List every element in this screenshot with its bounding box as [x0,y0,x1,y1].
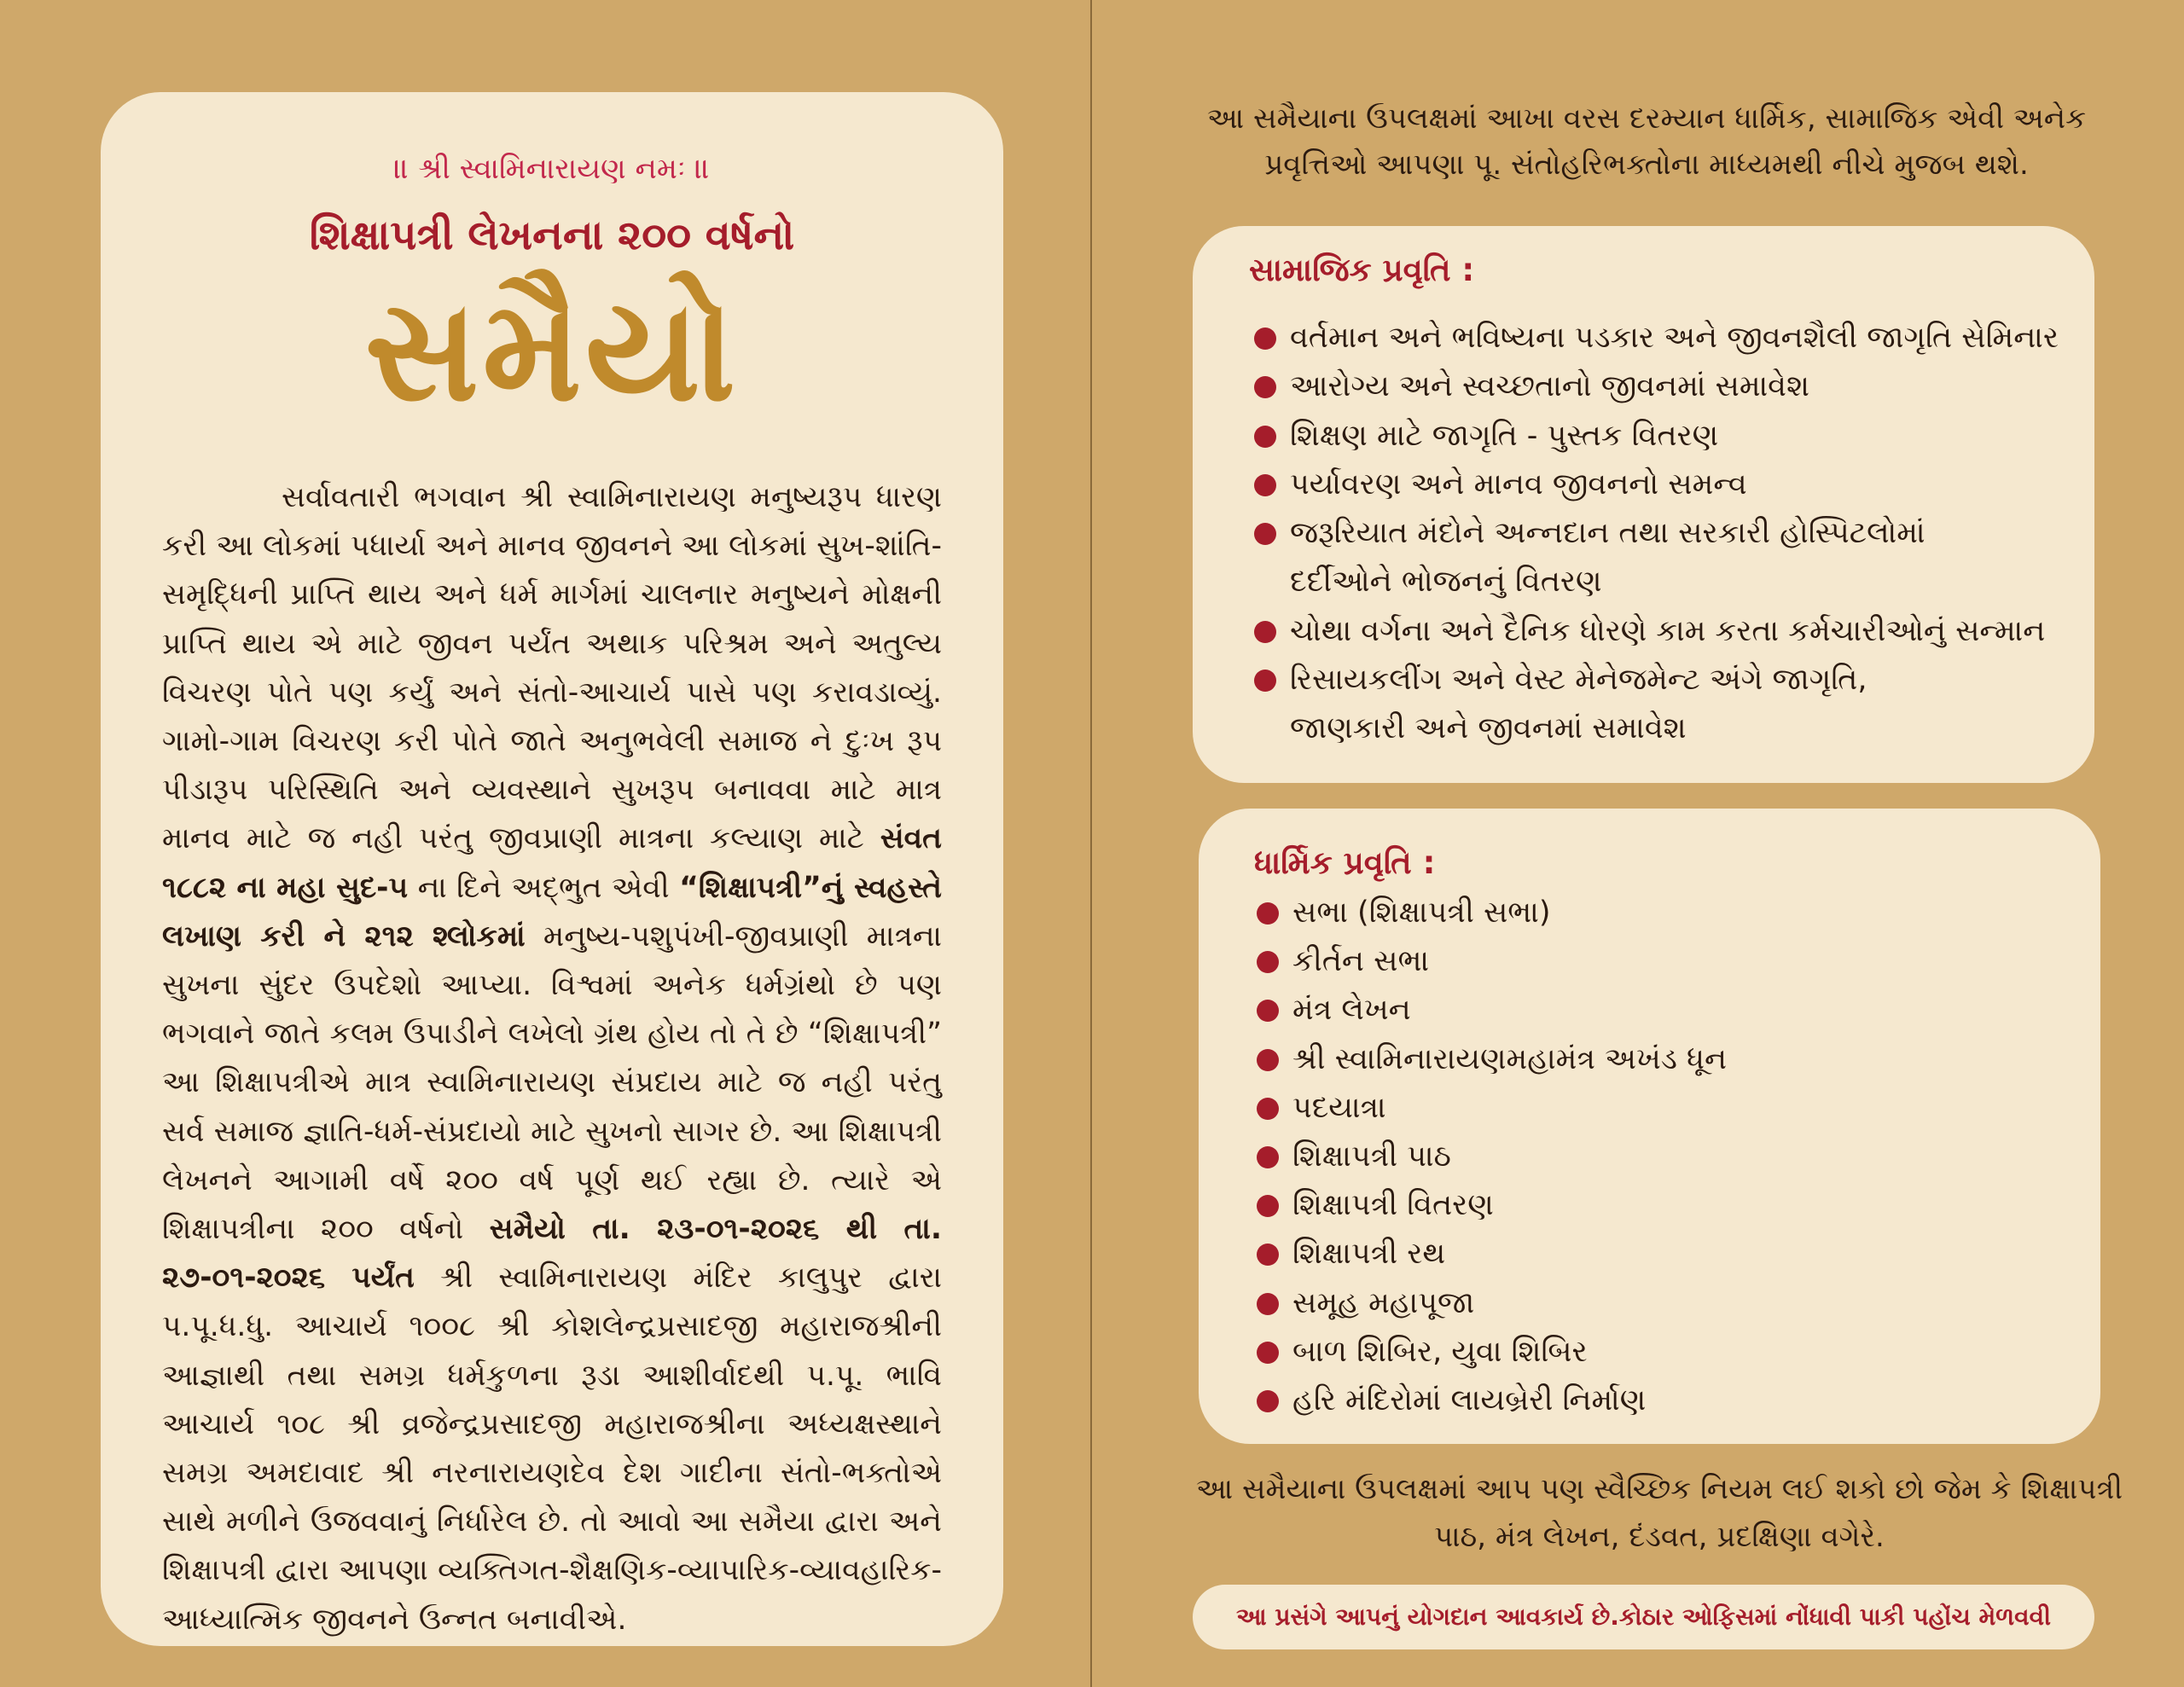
list-item: શિક્ષાપત્રી વિતરણ [1257,1181,2067,1230]
fold-line [1090,0,1092,1687]
religious-activities-box [1199,809,2100,1444]
bullet-icon [1257,951,1279,973]
list-item: ચોથા વર્ગના અને દૈનિક ધોરણે કામ કરતા કર્મચારીઓનું સન્માન [1254,607,2065,656]
bullet-icon [1257,1098,1279,1120]
invocation-text: ॥ શ્રી સ્વામિનારાયણ નમઃ ॥ [393,152,711,186]
list-item: પર્યાવરણ અને માનવ જીવનનો સમન્વ [1254,461,2065,509]
samaiyo-dates: સમૈયો તા. ૨૩-૦૧-૨૦૨૬ થી તા. ૨૭-૦૧-૨૦૨૬ પર્યંત [162,1212,942,1296]
bullet-icon [1254,426,1276,448]
list-item: શિક્ષાપત્રી રથ [1257,1230,2067,1278]
list-item: સમૂહ મહાપૂજા [1257,1279,2067,1328]
religious-activities-list [1257,889,2067,1425]
social-activities-list [1254,314,2065,754]
list-item: આરોગ્ય અને સ્વચ્છતાનો જીવનમાં સમાવેશ [1254,362,2065,411]
body-part-2: ના દિને અદ્‌ભુત એવી [408,870,680,905]
bullet-icon [1254,523,1276,545]
bullet-icon [1257,1390,1279,1412]
list-item: શ્રી સ્વામિનારાયણમહામંત્ર અખંડ ધૂન [1257,1035,2067,1084]
bullet-icon [1257,1049,1279,1071]
social-activities-box [1193,226,2094,783]
shikshapatri-highlight: “શિક્ષાપત્રી”નું સ્વહસ્તે લખાણ કરી ને ૨૧૨ શ્લોકમાં [162,870,943,954]
date-samvat: સંવત ૧૮૮૨ ના મહા સુદ-૫ [162,821,942,905]
list-item: શિક્ષણ માટે જાગૃતિ - પુસ્તક વિતરણ [1254,412,2065,461]
list-item: બાળ શિબિર, યુવા શિબિર [1257,1328,2067,1377]
list-item: જરૂરિયાત મંદોને અન્નદાન તથા સરકારી હોસ્પિટલોમાં દર્દીઓને ભોજનનું વિતરણ [1254,509,1938,607]
bullet-icon [1254,670,1276,692]
list-item: પદયાત્રા [1257,1084,2067,1133]
body-part-4: શ્રી સ્વામિનારાયણ મંદિર કાલુપુર દ્વારા પ.પૂ.ધ.ધુ. આચાર્ય ૧૦૦૮ શ્રી કોશલેન્દ્રપ્રસાદજી મહારાજશ્રીની આજ્ઞાથી તથા સમગ્ર ધર્મકુળના રૂડા આશીર્વાદથી પ.પૂ. ભાવિ આચાર્ય ૧૦૮ શ્રી વ્રજેન્દ્રપ્રસાદજી મહારાજશ્રીના અધ્યક્ષસ્થાને સમગ્ર અમદાવાદ શ્રી નરનારાયણદેવ દેશ ગાદીના સંતો-ભક્તોએ સાથે મળીને ઉજવવાનું નિર્ધારેલ છે. તો આવો આ સમૈયા દ્વારા અને શિક્ષાપત્રી દ્વારા આપણા વ્યક્તિગત-શૈક્ષણિક-વ્યાપારિક-વ્યાવહારિક-આધ્યાત્મિક જીવનને ઉન્નત બનાવીએ. [162,1261,942,1637]
religious-activities-title: ધાર્મિક પ્રવૃતિ : [1254,844,1436,881]
bullet-icon [1257,1195,1279,1217]
bullet-icon [1257,1293,1279,1315]
list-item: સભા (શિક્ષાપત્રી સભા) [1257,889,2067,937]
body-part-3: મનુષ્ય-પશુપંખી-જીવપ્રાણી માત્રના સુખના સુંદર ઉપદેશો આપ્યા. વિશ્વમાં અનેક ધર્મગ્રંથો છે પણ ભગવાને જાતે કલમ ઉપાડીને લખેલો ગ્રંથ હોય તો તે છે “શિક્ષાપત્રી” આ શિક્ષાપત્રીએ માત્ર સ્વામિનારાયણ સંપ્રદાય માટે જ નહી પરંતુ સર્વ સમાજ જ્ઞાતિ-ધર્મ-સંપ્રદાયો માટે સુખનો સાગર છે. આ શિક્ષાપત્રી લેખનને આગામી વર્ષે ૨૦૦ વર્ષ પૂર્ણ થઈ રહ્યા છે. ત્યારે એ શિક્ષાપત્રીના ૨૦૦ વર્ષનો [162,919,942,1247]
bullet-icon [1254,621,1276,643]
list-item: શિક્ષાપત્રી પાઠ [1257,1133,2067,1181]
intro-text: આ સમૈયાના ઉપલક્ષમાં આખા વરસ દરમ્યાન ધાર્મિક, સામાજિક એવી અનેક પ્રવૃત્તિઓ આપણા પૂ. સંતોહરિભક્તોના માધ્યમથી નીચે મુજબ થશે. [1206,101,2087,182]
body-part-1: સર્વાવતારી ભગવાન શ્રી સ્વામિનારાયણ મનુષ્યરૂપ ધારણ કરી આ લોકમાં પધાર્યા અને માનવ જીવનને આ લોકમાં સુખ-શાંતિ-સમૃદ્ધિની પ્રાપ્તિ થાય અને ધર્મ માર્ગમાં ચાલનાર મનુષ્યને મોક્ષની પ્રાપ્તિ થાય એ માટે જીવન પર્યંત અથાક પરિશ્રમ અને અતુલ્ય વિચરણ પોતે પણ કર્યું અને સંતો-આચાર્ય પાસે પણ કરાવડાવ્યું. ગામો-ગામ વિચરણ કરી પોતે જાતે અનુભવેલી સમાજ ને દુઃખ રૂપ પીડારૂપ પરિસ્થિતિ અને વ્યવસ્થાને સુખરૂપ બનાવવા માટે માત્ર માનવ માટે જ નહી પરંતુ જીવપ્રાણી માત્રના કલ્યાણ માટે [162,480,942,856]
subtitle: શિક્ષાપત્રી લેખનના ૨૦૦ વર્ષનો [309,212,795,259]
bullet-icon [1254,376,1276,398]
main-paragraph [162,473,942,1644]
list-item: હરિ મંદિરોમાં લાયબ્રેરી નિર્માણ [1257,1377,2067,1425]
list-item: કીર્તન સભા [1257,937,2067,986]
bullet-icon [1254,474,1276,496]
list-item: મંત્ર લેખન [1257,986,2067,1035]
list-item: વર્તમાન અને ભવિષ્યના પડકાર અને જીવનશૈલી જાગૃતિ સેમિનાર [1254,314,2065,362]
list-item: રિસાયકલીંગ અને વેસ્ટ મેનેજમેન્ટ અંગે જાગૃતિ, જાણકારી અને જીવનમાં સમાવેશ [1254,656,1972,754]
bullet-icon [1257,1244,1279,1266]
social-activities-title: સામાજિક પ્રવૃતિ : [1249,252,1475,288]
bullet-icon [1257,1146,1279,1168]
bullet-icon [1254,328,1276,350]
bullet-icon [1257,1342,1279,1364]
samaiyo-logo: સમૈયો [364,267,740,432]
bullet-icon [1257,1000,1279,1022]
bullet-icon [1257,902,1279,925]
outro-text: આ સમૈયાના ઉપલક્ષમાં આપ પણ સ્વૈચ્છિક નિયમ લઈ શકો છો જેમ કે શિક્ષાપત્રી પાઠ, મંત્ર લેખન, દંડવત, પ્રદક્ષિણા વગેરે. [1195,1472,2123,1554]
left-panel [101,92,1003,1646]
donation-footer: આ પ્રસંગે આપનું યોગદાન આવકાર્ય છે.કોઠાર ઓફિસમાં નોંધાવી પાકી પહોંચ મેળવવી [1193,1585,2094,1649]
